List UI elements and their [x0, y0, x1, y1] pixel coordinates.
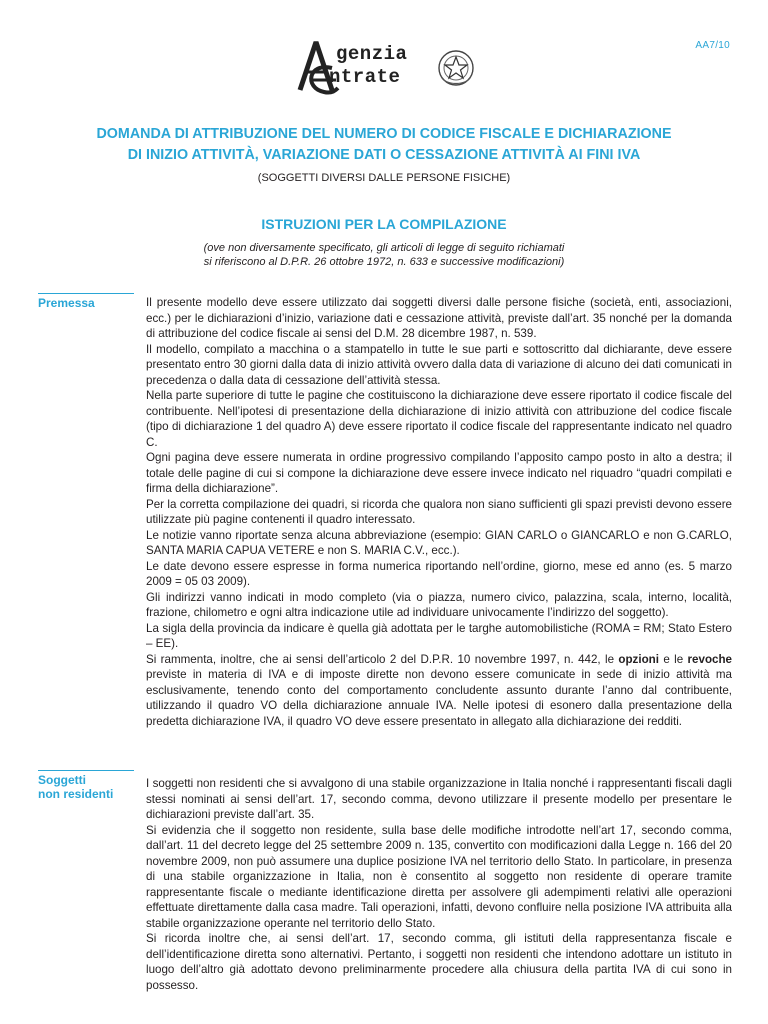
- premessa-paragraph: Il presente modello deve essere utilizzato dai soggetti diversi dalle persone fisiche (società, enti, associazioni, ecc.) per le dichiarazioni d’inizio, variazione dati e cessazione attività, previste dall’art. 35 nonché per la domanda di attribuzione del codice fiscale ai sensi del D.M. 28 dicembre 1987, n. 539.: [146, 296, 732, 340]
- premessa-paragraph: Nella parte superiore di tutte le pagine che costituiscono la dichiarazione deve essere riportato il codice fiscale del contribuente. Nell’ipotesi di presentazione della dichiarazione di inizio attività con attribuzione del codice fiscale (tipo di dichiarazione 1 del quadro A) deve essere riportato il codice fiscale del rappresentante indicato nel quadro C.: [146, 389, 732, 449]
- premessa-paragraph: Il modello, compilato a macchina o a stampatello in tutte le sue parti e sottoscritto dal dichiarante, deve essere presentato entro 30 giorni dalla data di inizio attività ovvero dalla data di variazione di alcuno dei dati comunicati in precedenza o dalla data di cessazione dell’attività stessa.: [146, 342, 732, 387]
- premessa-body: [146, 295, 732, 729]
- note-line-1: (ove non diversamente specificato, gli articoli di legge di seguito richiamati: [203, 242, 565, 254]
- note-line-2: si riferiscono al D.P.R. 26 ottobre 1972, n. 633 e successive modificazioni): [203, 256, 565, 268]
- premessa-paragraph: Ogni pagina deve essere numerata in ordine progressivo compilando l’apposito campo posto in alto a destra; il totale delle pagine di cui si compone la dichiarazione deve essere invece indicato nel riquadro “quadri compilati e firma della dichiarazione”.: [146, 451, 732, 495]
- text-segment: previste in materia di IVA e di imposte dirette non devono essere comunicate in sede di inizio attività ma esclusivamente, tenendo conto del comportamento concludente assunto durante l’anno dal contribuente, utilizzando il quadro VO della dichiarazione annuale IVA. Nelle ipotesi di esonero dalla presentazione della predetta dichiarazione IVA, il quadro VO deve essere presentato in allegato alla dichiarazione dei redditi.: [146, 668, 732, 728]
- non-residenti-paragraph: I soggetti non residenti che si avvalgono di una stabile organizzazione in Italia nonché i rappresentanti fiscali dagli stessi nominati ai sensi dell’art. 17, secondo comma, devono utilizzare il presente modello per presentare le dichiarazioni previste dall’art. 35.: [146, 777, 732, 821]
- premessa-paragraph: Gli indirizzi vanno indicati in modo completo (via o piazza, numero civico, palazzina, scala, interno, località, frazione, chilometro e ogni altra indicazione utile ad individuare univocamente l’indirizzo del soggetto).: [146, 590, 732, 619]
- label-line-1: Soggetti: [38, 773, 86, 787]
- text-segment: Si rammenta, inoltre, che ai sensi dell’articolo 2 del D.P.R. 10 novembre 1997, n. 442, le: [146, 652, 619, 666]
- agenzia-entrate-logo: [296, 38, 480, 96]
- title-line-1: DOMANDA DI ATTRIBUZIONE DEL NUMERO DI CODICE FISCALE E DICHIARAZIONE: [96, 126, 672, 142]
- non-residenti-rule: [38, 770, 134, 771]
- premessa-label: Premessa: [38, 296, 95, 310]
- premessa-paragraph-options: [146, 652, 732, 730]
- non-residenti-label: [38, 773, 113, 801]
- opzioni-term: opzioni: [618, 652, 659, 666]
- document-subtitle: (SOGGETTI DIVERSI DALLE PERSONE FISICHE): [257, 172, 511, 184]
- instructions-note: [0, 241, 768, 269]
- premessa-paragraph: Per la corretta compilazione dei quadri, si ricorda che qualora non siano sufficienti gli spazi previsti devono essere utilizzate più pagine contenenti il quadro interessato.: [146, 497, 732, 526]
- form-code: AA7/10: [695, 40, 730, 51]
- non-residenti-paragraph: Si evidenzia che il soggetto non residente, sulla base delle modifiche introdotte nell’art 17, secondo comma, dall’art. 11 del decreto legge del 25 settembre 2009 n. 135, convertito con modificazioni dalla Legge n. 166 del 20 novembre 2009, non può assumere una duplice posizione IVA nel territorio dello Stato. In particolare, in presenza di una stabile organizzazione in Italia, non è consentito al soggetto non residente di operare tramite rappresentante fiscale o mediante identificazione diretta per assolvere gli adempimenti relativi alle operazioni effettuate direttamente dalla casa madre. Tali operazioni, infatti, devono confluire nella posizione IVA attribuita alla stabile organizzazione operante nel territorio dello Stato.: [146, 823, 732, 930]
- document-title: [0, 124, 768, 166]
- title-line-2: DI INIZIO ATTIVITÀ, VARIAZIONE DATI O CESSAZIONE ATTIVITÀ AI FINI IVA: [127, 147, 641, 163]
- premessa-paragraph: Le notizie vanno riportate senza alcuna abbreviazione (esempio: GIAN CARLO o GIANCARLO e non G.CARLO, SANTA MARIA CAPUA VETERE e non S. MARIA C.V., ecc.).: [146, 528, 732, 557]
- premessa-rule: [38, 293, 134, 294]
- logo-word-genzia: genzia: [336, 43, 408, 65]
- non-residenti-paragraph: Si ricorda inoltre che, ai sensi dell’art. 17, secondo comma, gli istituti della rappresentanza fiscale e dell’identificazione diretta sono alternativi. Pertanto, i soggetti non residenti che intendono adottare un istituto in luogo dell’altro già adottato devono preliminarmente procedere alla chiusura della partita IVA di cui sono in possesso.: [146, 932, 732, 992]
- logo-word-ntrate: ntrate: [329, 66, 401, 88]
- premessa-paragraph: Le date devono essere espresse in forma numerica riportando nell’ordine, giorno, mese ed anno (es. 5 marzo 2009 = 05 03 2009).: [146, 559, 732, 588]
- instructions-heading: ISTRUZIONI PER LA COMPILAZIONE: [261, 216, 507, 232]
- text-segment: e le: [658, 652, 688, 666]
- revoche-term: revoche: [687, 652, 732, 666]
- italian-emblem-icon: [436, 46, 476, 90]
- label-line-2: non residenti: [38, 787, 114, 801]
- non-residenti-body: [146, 776, 732, 993]
- premessa-paragraph: La sigla della provincia da indicare è quella già adottata per le targhe automobilistiche (ROMA = RM; Stato Estero – EE).: [146, 621, 732, 650]
